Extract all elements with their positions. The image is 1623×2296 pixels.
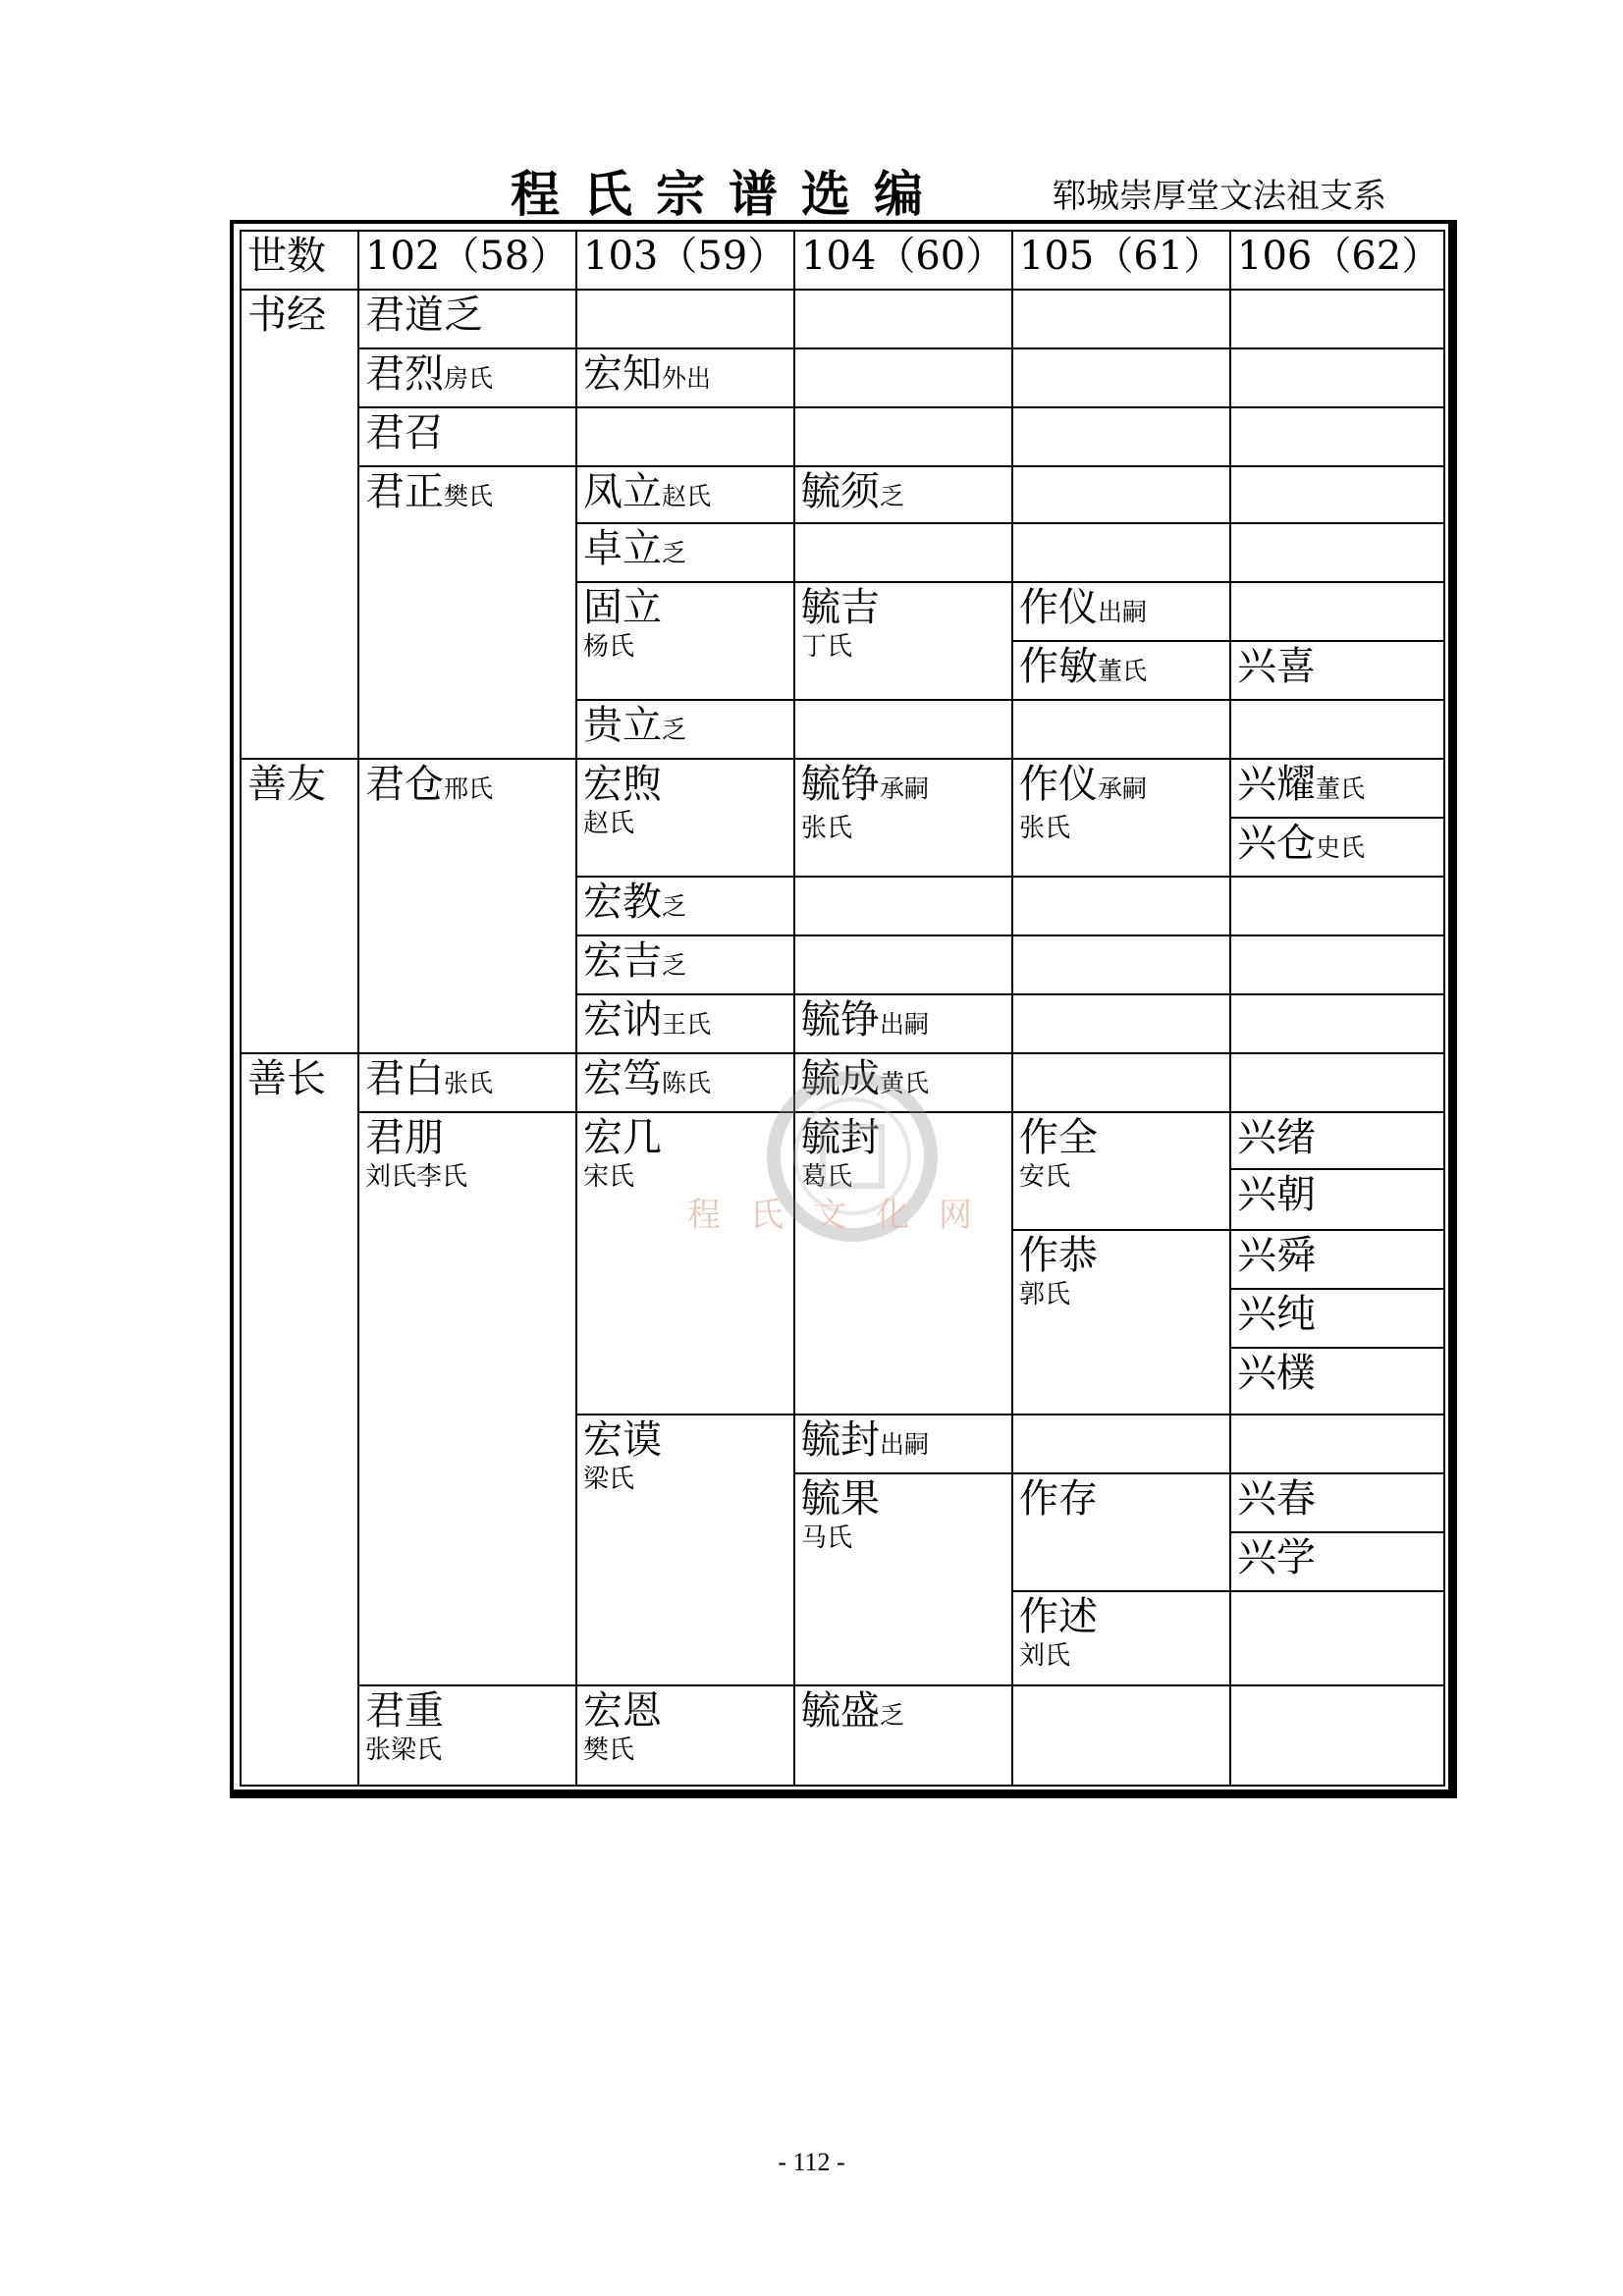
spouse-note: 马氏 [801, 1523, 853, 1553]
person-entry [1231, 1349, 1443, 1396]
column-header-label: 103（59） [583, 234, 787, 279]
person-name: 兴纯 [1237, 1292, 1316, 1337]
person-name: 宏谟 [583, 1417, 662, 1463]
person-cell [793, 465, 1013, 524]
empty-cell [1229, 934, 1445, 995]
empty-cell [1011, 406, 1231, 467]
spouse-note: 张氏 [1019, 814, 1071, 843]
branch-cell [240, 1052, 359, 1787]
column-header [1011, 230, 1231, 291]
empty-cell [1229, 993, 1445, 1054]
person-cell [1011, 1590, 1231, 1686]
person-cell [575, 876, 795, 936]
person-entry [1231, 760, 1443, 812]
page-subtitle: 郓城崇厚堂文法祖支系 [1053, 177, 1386, 216]
person-name: 兴仓 [1237, 821, 1316, 866]
person-name: 毓果 [801, 1476, 880, 1522]
empty-cell [1011, 289, 1231, 349]
spouse-note: 丁氏 [801, 632, 853, 662]
column-header-label: 104（60） [801, 234, 1005, 279]
empty-cell [1011, 522, 1231, 583]
person-name: 兴朝 [1237, 1172, 1316, 1217]
branch-label: 书经 [247, 293, 326, 338]
person-cell [575, 699, 795, 760]
person-note: 邢氏 [444, 774, 494, 803]
person-note: 出嗣 [1098, 598, 1148, 626]
person-cell [575, 993, 795, 1054]
person-cell [575, 934, 795, 995]
spouse-note: 张梁氏 [365, 1735, 443, 1765]
column-header-label: 105（61） [1019, 234, 1223, 279]
person-entry [577, 701, 793, 753]
person-note: 乏 [662, 539, 687, 567]
person-cell [793, 1414, 1013, 1474]
column-header [357, 230, 577, 291]
empty-cell [793, 522, 1013, 583]
spouse-note: 樊氏 [583, 1735, 635, 1765]
person-cell [1229, 758, 1445, 819]
person-entry [1013, 1474, 1229, 1522]
person-name: 宏教 [583, 880, 662, 925]
person-entry [359, 1113, 575, 1160]
empty-cell [1229, 1052, 1445, 1113]
person-entry [795, 583, 1011, 630]
person-note: 黄氏 [880, 1069, 930, 1097]
person-name: 君朋 [365, 1115, 444, 1160]
person-name: 宏煦 [583, 762, 662, 807]
empty-cell [1011, 934, 1231, 995]
person-name: 兴学 [1237, 1535, 1316, 1580]
person-note: 赵氏 [662, 482, 712, 510]
person-entry [1231, 642, 1443, 689]
person-name: 兴喜 [1237, 644, 1316, 689]
person-cell [357, 1052, 577, 1113]
person-name: 作恭 [1019, 1233, 1098, 1278]
person-cell [575, 1684, 795, 1787]
person-entry [577, 878, 793, 930]
person-name: 毓盛 [801, 1688, 880, 1734]
spouse-note: 梁氏 [583, 1465, 635, 1494]
person-name: 兴绪 [1237, 1115, 1316, 1160]
person-entry [1013, 760, 1229, 812]
person-name: 固立 [583, 585, 662, 630]
person-entry [795, 995, 1011, 1047]
person-note: 承嗣 [1098, 774, 1148, 803]
empty-cell [793, 699, 1013, 760]
person-name: 宏笃 [583, 1056, 662, 1101]
person-entry [1013, 1592, 1229, 1639]
person-entry [1231, 1170, 1443, 1217]
person-cell [1011, 1472, 1231, 1592]
person-note: 出嗣 [880, 1430, 930, 1459]
person-entry [577, 936, 793, 988]
person-note: 乏 [662, 716, 687, 744]
person-name: 宏讷 [583, 997, 662, 1042]
person-name: 毓铮 [801, 762, 880, 807]
person-name: 作全 [1019, 1115, 1098, 1160]
person-entry [359, 1686, 575, 1734]
column-header [575, 230, 795, 291]
person-entry [795, 1474, 1011, 1522]
empty-cell [793, 876, 1013, 936]
person-entry [795, 467, 1011, 519]
person-note: 乏 [662, 892, 687, 921]
person-cell [1229, 640, 1445, 701]
person-entry [1231, 1290, 1443, 1337]
person-name: 宏吉 [583, 938, 662, 984]
person-name: 作述 [1019, 1594, 1098, 1639]
empty-cell [575, 406, 795, 467]
branch-label: 善长 [247, 1056, 326, 1101]
person-name: 兴舜 [1237, 1233, 1316, 1278]
person-entry [359, 349, 575, 401]
spouse-note: 杨氏 [583, 632, 635, 662]
person-name: 君仓 [365, 762, 444, 807]
empty-cell [1011, 876, 1231, 936]
person-cell [793, 993, 1013, 1054]
person-name: 君重 [365, 1688, 444, 1734]
empty-cell [793, 934, 1013, 995]
person-entry [1231, 1113, 1443, 1160]
person-name: 凤立 [583, 469, 662, 514]
empty-cell [793, 347, 1013, 408]
person-name: 作存 [1019, 1476, 1098, 1522]
person-cell [357, 465, 577, 760]
empty-cell [1229, 581, 1445, 642]
person-name: 兴春 [1237, 1476, 1316, 1522]
branch-cell [240, 289, 359, 760]
spouse-note: 安氏 [1019, 1162, 1071, 1192]
person-entry [1231, 1474, 1443, 1522]
empty-cell [1229, 699, 1445, 760]
person-entry [359, 1054, 575, 1106]
person-note: 张氏 [444, 1069, 494, 1097]
person-name: 宏几 [583, 1115, 662, 1160]
column-header [1229, 230, 1445, 291]
person-cell [1229, 1111, 1445, 1170]
empty-cell [1011, 347, 1231, 408]
person-note: 房氏 [444, 364, 494, 393]
person-cell [357, 1111, 577, 1686]
person-note: 乏 [880, 1701, 905, 1730]
person-entry [1013, 1113, 1229, 1160]
person-cell [1011, 640, 1231, 701]
person-note: 史氏 [1316, 833, 1366, 862]
person-name: 毓成 [801, 1056, 880, 1101]
column-header-label: 世数 [247, 234, 326, 279]
person-entry [577, 349, 793, 401]
empty-cell [1229, 406, 1445, 467]
person-entry [1013, 583, 1229, 635]
spouse-note: 赵氏 [583, 809, 635, 838]
person-name: 宏恩 [583, 1688, 662, 1734]
person-cell [575, 758, 795, 878]
empty-cell [1011, 465, 1231, 524]
empty-cell [1011, 1684, 1231, 1787]
person-note: 王氏 [662, 1010, 712, 1039]
person-entry [1231, 1231, 1443, 1278]
empty-cell [793, 406, 1013, 467]
person-entry [359, 467, 575, 519]
spouse-note: 刘氏李氏 [365, 1162, 468, 1192]
person-entry [1231, 1533, 1443, 1580]
person-cell [793, 758, 1013, 878]
empty-cell [1229, 465, 1445, 524]
person-entry [1013, 642, 1229, 694]
person-note: 陈氏 [662, 1069, 712, 1097]
empty-cell [1229, 289, 1445, 349]
empty-cell [1011, 699, 1231, 760]
person-name: 兴耀 [1237, 762, 1316, 807]
person-note: 外出 [662, 364, 712, 393]
person-name: 毓铮 [801, 997, 880, 1042]
person-cell [1229, 1472, 1445, 1533]
person-name: 作敏 [1019, 644, 1098, 689]
person-note: 樊氏 [444, 482, 494, 510]
column-header-label: 106（62） [1237, 234, 1441, 279]
person-name: 君白 [365, 1056, 444, 1101]
person-cell [793, 1684, 1013, 1787]
person-cell [575, 581, 795, 701]
empty-cell [1229, 347, 1445, 408]
person-name: 作仪 [1019, 585, 1098, 630]
spouse-note: 张氏 [801, 814, 853, 843]
spouse-note: 葛氏 [801, 1162, 853, 1192]
person-cell [575, 1414, 795, 1686]
person-name: 作仪 [1019, 762, 1098, 807]
person-note: 董氏 [1098, 657, 1148, 685]
person-cell [1011, 1111, 1231, 1231]
person-name: 君烈 [365, 351, 444, 397]
person-cell [1229, 1531, 1445, 1592]
empty-cell [1229, 1684, 1445, 1787]
column-header [793, 230, 1013, 291]
empty-cell [1011, 993, 1231, 1054]
empty-cell [1011, 1414, 1231, 1474]
empty-cell [1229, 1590, 1445, 1686]
empty-cell [793, 289, 1013, 349]
person-name: 毓封 [801, 1115, 880, 1160]
empty-cell [1011, 1052, 1231, 1113]
person-note: 乏 [880, 482, 905, 510]
person-entry [577, 760, 793, 807]
spouse-note: 宋氏 [583, 1162, 635, 1192]
person-entry [795, 1686, 1011, 1738]
person-entry [1231, 819, 1443, 871]
person-cell [357, 1684, 577, 1787]
person-name: 兴樸 [1237, 1351, 1316, 1396]
person-cell [1011, 581, 1231, 642]
person-cell [793, 581, 1013, 701]
person-cell [1229, 1288, 1445, 1349]
person-entry [795, 760, 1011, 812]
person-name: 君正 [365, 469, 444, 514]
person-cell [1229, 1347, 1445, 1415]
person-note: 出嗣 [880, 1010, 930, 1039]
person-name: 毓吉 [801, 585, 880, 630]
column-header [240, 230, 359, 291]
person-entry [359, 291, 575, 338]
person-name: 君道乏 [365, 293, 483, 338]
branch-cell [240, 758, 359, 1054]
person-name: 毓须 [801, 469, 880, 514]
person-entry [359, 760, 575, 812]
person-cell [357, 758, 577, 1054]
person-cell [1011, 758, 1231, 878]
person-entry [577, 583, 793, 630]
person-cell [357, 406, 577, 467]
watermark-text: 程氏文化网 [687, 1196, 1001, 1235]
person-cell [1011, 1229, 1231, 1415]
column-header-label: 102（58） [365, 234, 569, 279]
spouse-note: 郭氏 [1019, 1280, 1071, 1309]
person-note: 承嗣 [880, 774, 930, 803]
person-name: 毓封 [801, 1417, 880, 1463]
person-note: 董氏 [1316, 774, 1366, 803]
person-cell [357, 289, 577, 349]
person-cell [575, 465, 795, 524]
person-cell [1229, 1168, 1445, 1231]
empty-cell [1229, 522, 1445, 583]
person-name: 君召 [365, 410, 444, 455]
branch-label: 善友 [247, 762, 326, 807]
person-cell [1229, 817, 1445, 878]
empty-cell [575, 289, 795, 349]
person-entry [577, 524, 793, 576]
page-number: - 112 - [778, 2148, 845, 2176]
person-cell [575, 522, 795, 583]
person-entry [795, 1415, 1011, 1468]
empty-cell [1229, 1414, 1445, 1474]
empty-cell [1229, 876, 1445, 936]
person-name: 贵立 [583, 703, 662, 748]
person-entry [577, 467, 793, 519]
person-name: 宏知 [583, 351, 662, 397]
spouse-note: 刘氏 [1019, 1641, 1071, 1671]
person-entry [577, 995, 793, 1047]
person-entry [1013, 1231, 1229, 1278]
person-entry [577, 1686, 793, 1734]
person-cell [575, 347, 795, 408]
person-entry [359, 408, 575, 455]
person-cell [357, 347, 577, 408]
person-cell [793, 1472, 1013, 1686]
person-note: 乏 [662, 951, 687, 980]
page-title: 程氏宗谱选编 [511, 165, 947, 223]
person-cell [1229, 1229, 1445, 1290]
person-name: 卓立 [583, 526, 662, 571]
person-entry [577, 1415, 793, 1463]
